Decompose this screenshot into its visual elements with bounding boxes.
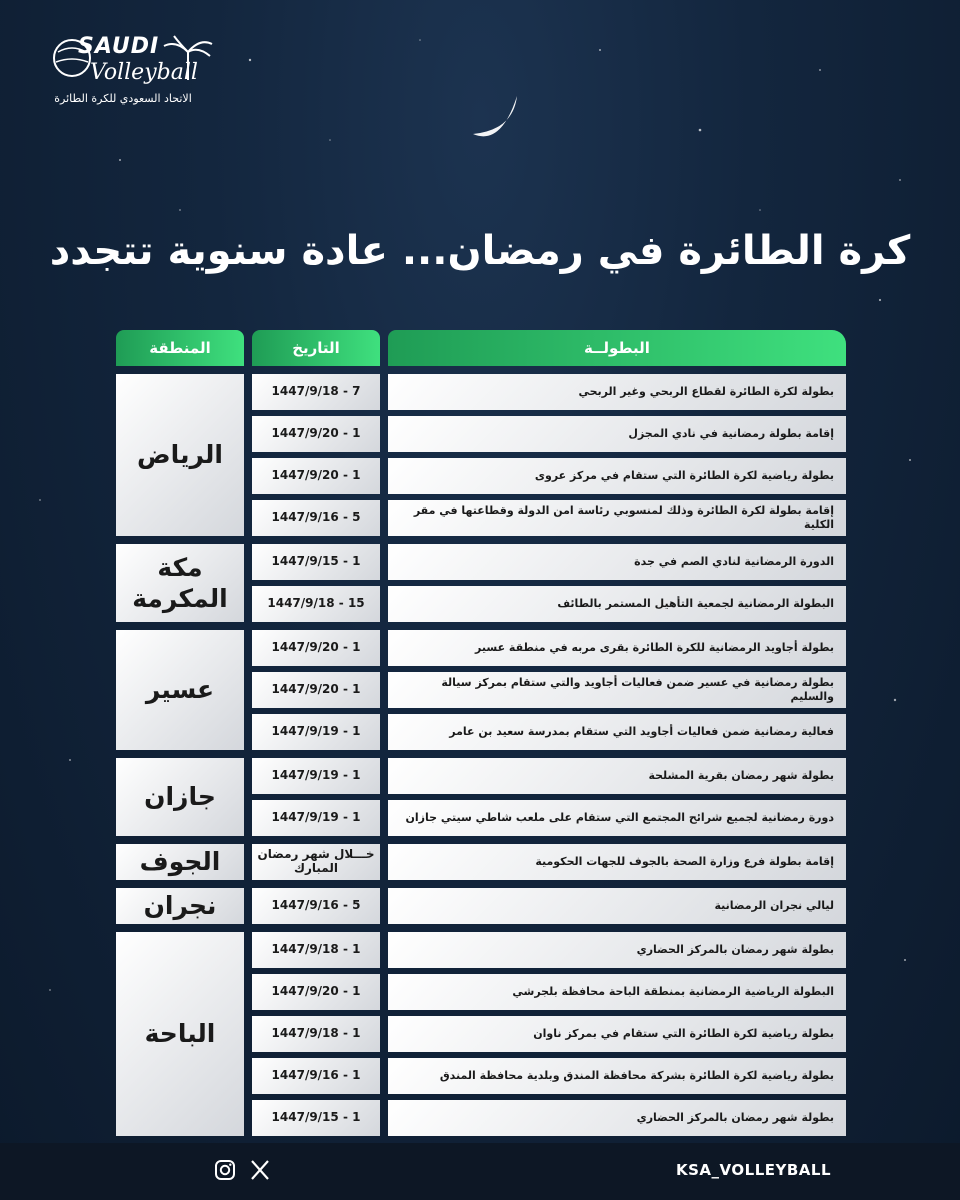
saudi-volleyball-logo <box>38 30 208 110</box>
event-cell: بطولة رياضية لكرة الطائرة التي ستقام في بمركز ناوان <box>388 1016 846 1052</box>
region-cell: الجوف <box>116 844 244 880</box>
social-icons <box>214 1159 270 1181</box>
event-cell: بطولة رمضانية في عسير ضمن فعاليات أجاويد والتي ستقام بمركز سيالة والسليم <box>388 672 846 708</box>
date-cell: 1 - 1447/9/20 <box>252 458 380 494</box>
date-cell: 1 - 1447/9/19 <box>252 800 380 836</box>
event-cell: دورة رمضانية لجميع شرائح المجتمع التي ستقام على ملعب شاطي سيتي جازان <box>388 800 846 836</box>
region-cell: الرياض <box>116 374 244 536</box>
date-cell: 1 - 1447/9/20 <box>252 672 380 708</box>
region-cell: مكة المكرمة <box>116 544 244 622</box>
region-cell: عسير <box>116 630 244 750</box>
event-cell: البطولة الرمضانية لجمعية التأهيل المستمر بالطائف <box>388 586 846 622</box>
date-cell: 1 - 1447/9/20 <box>252 416 380 452</box>
social-handle[interactable]: KSA_VOLLEYBALL <box>676 1161 832 1179</box>
date-cell: 15 - 1447/9/18 <box>252 586 380 622</box>
event-cell: إقامة بطولة رمضانية في نادي المجزل <box>388 416 846 452</box>
x-icon[interactable] <box>250 1159 270 1181</box>
event-cell: الدورة الرمضانية لنادي الصم في جدة <box>388 544 846 580</box>
date-cell: 1 - 1447/9/18 <box>252 932 380 968</box>
date-cell: خـــلال شهر رمضان المبارك <box>252 844 380 880</box>
event-cell: بطولة أجاويد الرمضانية للكرة الطائرة بقرى مربه في منطقة عسير <box>388 630 846 666</box>
date-cell: 1 - 1447/9/20 <box>252 630 380 666</box>
crescent-moon-icon <box>455 88 535 148</box>
logo-federation-text: الاتحاد السعودي للكرة الطائرة <box>54 92 192 105</box>
event-cell: بطولة رياضية لكرة الطائرة التي ستقام في مركز عروى <box>388 458 846 494</box>
event-cell: بطولة شهر رمضان بقرية المشلحة <box>388 758 846 794</box>
date-cell: 1 - 1447/9/19 <box>252 714 380 750</box>
header-region: المنطقة <box>116 330 244 366</box>
logo-volleyball-text: Volleyball <box>90 60 198 85</box>
date-cell: 7 - 1447/9/18 <box>252 374 380 410</box>
event-cell: ليالي نجران الرمضانية <box>388 888 846 924</box>
event-cell: بطولة رياضية لكرة الطائرة بشركة محافظة المندق وبلدية محافظة المندق <box>388 1058 846 1094</box>
logo-saudi-text: SAUDI <box>78 34 160 59</box>
event-cell: إقامة بطولة فرع وزارة الصحة بالجوف للجهات الحكومية <box>388 844 846 880</box>
region-cell: جازان <box>116 758 244 836</box>
date-cell: 1 - 1447/9/19 <box>252 758 380 794</box>
footer-bar <box>0 1143 960 1200</box>
event-cell: بطولة لكرة الطائرة لقطاع الربحي وغير الربحي <box>388 374 846 410</box>
instagram-icon[interactable] <box>214 1159 236 1181</box>
date-cell: 5 - 1447/9/16 <box>252 500 380 536</box>
region-cell: الباحة <box>116 932 244 1136</box>
date-cell: 1 - 1447/9/16 <box>252 1058 380 1094</box>
event-cell: بطولة شهر رمضان بالمركز الحضاري <box>388 1100 846 1136</box>
header-championship: البطولــة <box>388 330 846 366</box>
date-cell: 1 - 1447/9/18 <box>252 1016 380 1052</box>
page-title: كرة الطائرة في رمضان... عادة سنوية تتجدد <box>49 228 911 274</box>
event-cell: إقامة بطولة لكرة الطائرة وذلك لمنسوبي رئاسة امن الدولة وقطاعتها في مقر الكلية <box>388 500 846 536</box>
region-cell: نجران <box>116 888 244 924</box>
event-cell: البطولة الرياضية الرمضانية بمنطقة الباحة محافظة بلجرشي <box>388 974 846 1010</box>
event-cell: فعالية رمضانية ضمن فعاليات أجاويد التي ستقام بمدرسة سعيد بن عامر <box>388 714 846 750</box>
date-cell: 1 - 1447/9/15 <box>252 1100 380 1136</box>
header-date: التاريخ <box>252 330 380 366</box>
date-cell: 5 - 1447/9/16 <box>252 888 380 924</box>
event-cell: بطولة شهر رمضان بالمركز الحضاري <box>388 932 846 968</box>
date-cell: 1 - 1447/9/15 <box>252 544 380 580</box>
date-cell: 1 - 1447/9/20 <box>252 974 380 1010</box>
